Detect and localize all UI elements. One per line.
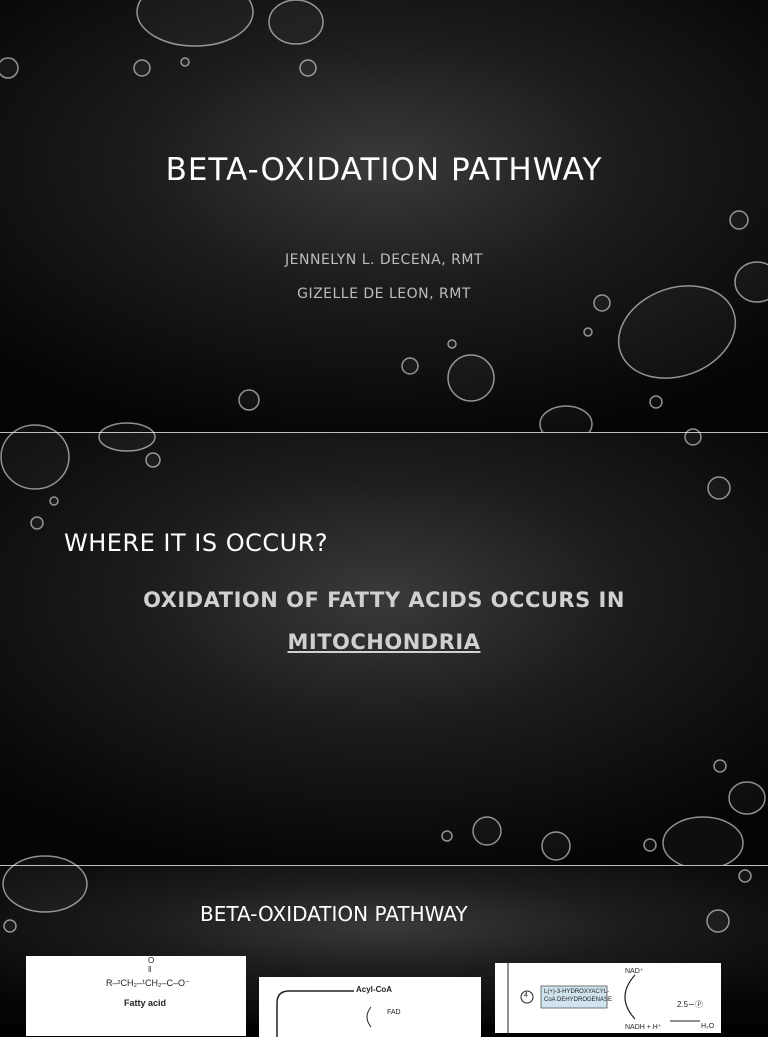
author-name: GIZELLE DE LEON, RMT: [297, 286, 471, 302]
nad-label: NAD⁺: [625, 968, 644, 975]
location-slide: [0, 433, 768, 865]
enzyme-name: CoA DEHYDROGENASE: [544, 997, 613, 1003]
fatty-acid-formula: R–²CH₂–¹CH₂–C–O⁻: [106, 978, 190, 988]
slide-title: BETA-OXIDATION PATHWAY: [200, 902, 468, 926]
pathway-figure-dehydrogenase: [495, 963, 721, 1033]
nadh-label: NADH + H⁺: [625, 1024, 662, 1031]
double-bond: ‖: [148, 965, 152, 974]
mitochondria-term: MITOCHONDRIA: [287, 630, 481, 654]
enzyme-name: L(+)-3-HYDROXYACYL-: [544, 989, 610, 995]
slide-heading: WHERE IT IS OCCUR?: [64, 529, 329, 557]
pathway-slide: [0, 866, 768, 1031]
presentation-title: BETA-OXIDATION PATHWAY: [165, 152, 603, 188]
acyl-coa-label: Acyl-CoA: [356, 985, 393, 994]
body-text: OXIDATION OF FATTY ACIDS OCCURS IN: [143, 588, 625, 612]
water-drops-decoration: [0, 0, 768, 432]
water-label: H₂O: [701, 1023, 715, 1030]
oxygen-atom: O: [148, 956, 155, 965]
author-name: JENNELYN L. DECENA, RMT: [285, 252, 483, 268]
step-number: 4: [524, 992, 528, 999]
title-slide: [0, 0, 768, 432]
atp-yield-label: 2.5∼Ⓟ: [677, 1000, 703, 1009]
pathway-figure-acyl-coa: [259, 977, 481, 1037]
pathway-figure-fatty-acid: [26, 956, 246, 1036]
fatty-acid-label: Fatty acid: [124, 998, 167, 1008]
fad-label: FAD: [387, 1009, 401, 1016]
